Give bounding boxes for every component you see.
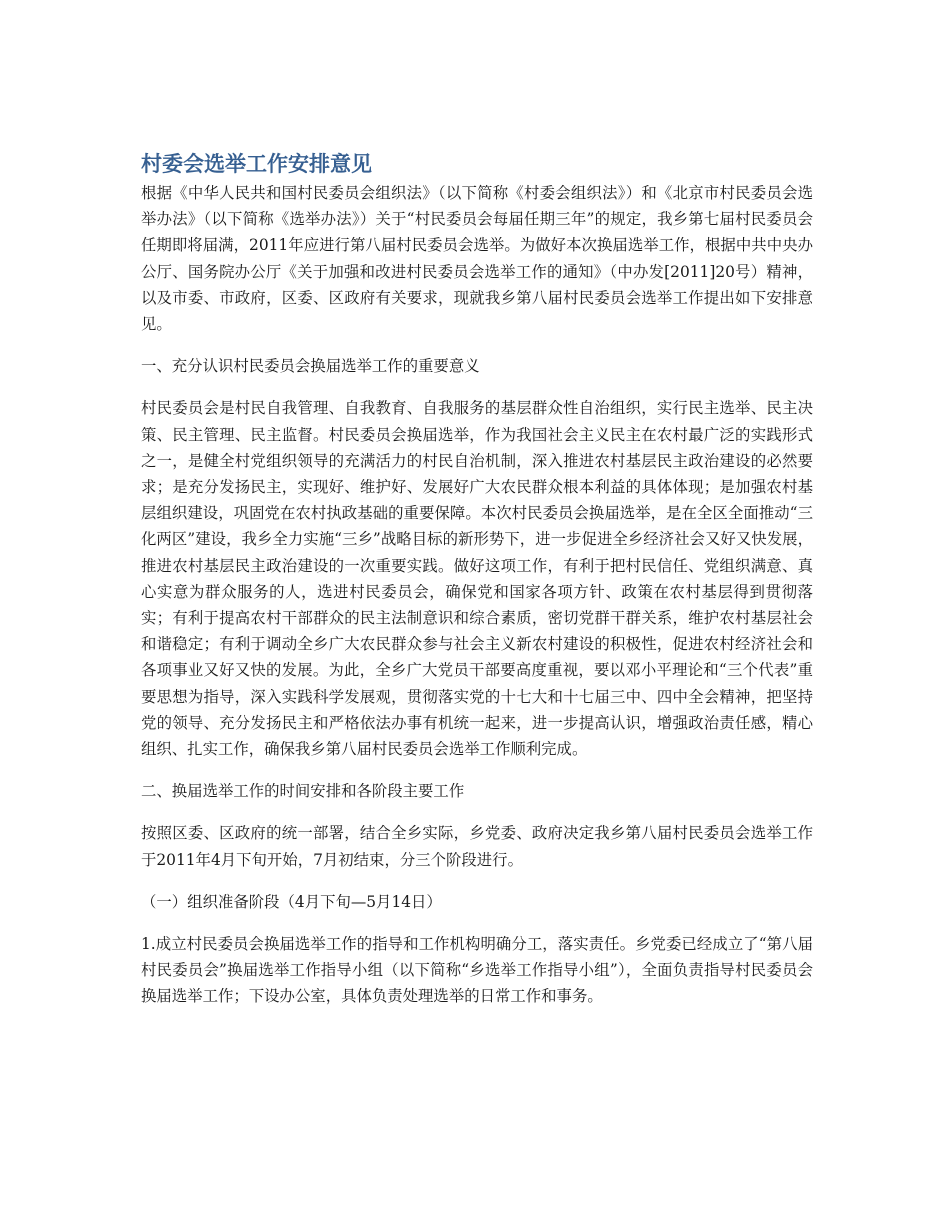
spacer <box>141 873 813 889</box>
intro-paragraph: 根据《中华人民共和国村民委员会组织法》（以下简称《村委会组织法》）和《北京市村民委员会选举办法》（以下简称《选举办法》）关于“村民委员会每届任期三年”的规定，我乡第七届村民委员会任期即将届满，2011年应进行第八届村民委员会选举。为做好本次换届选举工作，根据中共中央办公厅、国务院办公厅《关于加强和改进村民委员会选举工作的通知》（中办发[2011]20号）精神，以及市委、市政府，区委、区政府有关要求，现就我乡第八届村民委员会选举工作提出如下安排意见。 <box>141 184 813 334</box>
section-2-heading: 二、换届选举工作的时间安排和各阶段主要工作 <box>141 782 465 801</box>
spacer <box>141 379 813 395</box>
document-page <box>141 148 813 1010</box>
spacer <box>141 804 813 820</box>
spacer <box>141 762 813 778</box>
section-1-heading: 一、充分认识村民委员会换届选举工作的重要意义 <box>141 357 480 376</box>
item-1-paragraph: 1.成立村民委员会换届选举工作的指导和工作机构明确分工，落实责任。乡党委已经成立了“第八届村民委员会”换届选举工作指导小组（以下简称“乡选举工作指导小组”），全面负责指导村民委员会换届选举工作；下设办公室，具体负责处理选举的日常工作和事务。 <box>141 935 813 1006</box>
stage-1-heading: （一）组织准备阶段（4月下旬—5月14日） <box>141 892 442 911</box>
spacer <box>141 337 813 353</box>
section-1-paragraph: 村民委员会是村民自我管理、自我教育、自我服务的基层群众性自治组织，实行民主选举、民主决策、民主管理、民主监督。村民委员会换届选举，作为我国社会主义民主在农村最广泛的实践形式之一，是健全村党组织领导的充满活力的村民自治机制，深入推进农村基层民主政治建设的必然要求；是充分发扬民主，实现好、维护好、发展好广大农民群众根本利益的具体体现；是加强农村基层组织建设，巩固党在农村执政基础的重要保障。本次村民委员会换届选举，是在全区全面推动“三化两区”建设，我乡全力实施“三乡”战略目标的新形势下，进一步促进全乡经济社会又好又快发展，推进农村基层民主政治建设的一次重要实践。做好这项工作，有利于把村民信任、党组织满意、真心实意为群众服务的人，选进村民委员会，确保党和国家各项方针、政策在农村基层得到贯彻落实；有利于提高农村干部群众的民主法制意识和综合素质，密切党群干群关系，维护农村基层社会和谐稳定；有利于调动全乡广大农民群众参与社会主义新农村建设的积极性，促进农村经济社会和各项事业又好又快的发展。为此，全乡广大党员干部要高度重视，要以邓小平理论和“三个代表”重要思想为指导，深入实践科学发展观，贯彻落实党的十七大和十七届三中、四中全会精神，把坚持党的领导、充分发扬民主和严格依法办事有机统一起来，进一步提高认识，增强政治责任感，精心组织、扎实工作，确保我乡第八届村民委员会选举工作顺利完成。 <box>141 399 813 759</box>
section-2-paragraph: 按照区委、区政府的统一部署，结合全乡实际，乡党委、政府决定我乡第八届村民委员会选举工作于2011年4月下旬开始，7月初结束，分三个阶段进行。 <box>141 824 813 869</box>
spacer <box>141 915 813 931</box>
document-title: 村委会选举工作安排意见 <box>141 152 372 176</box>
